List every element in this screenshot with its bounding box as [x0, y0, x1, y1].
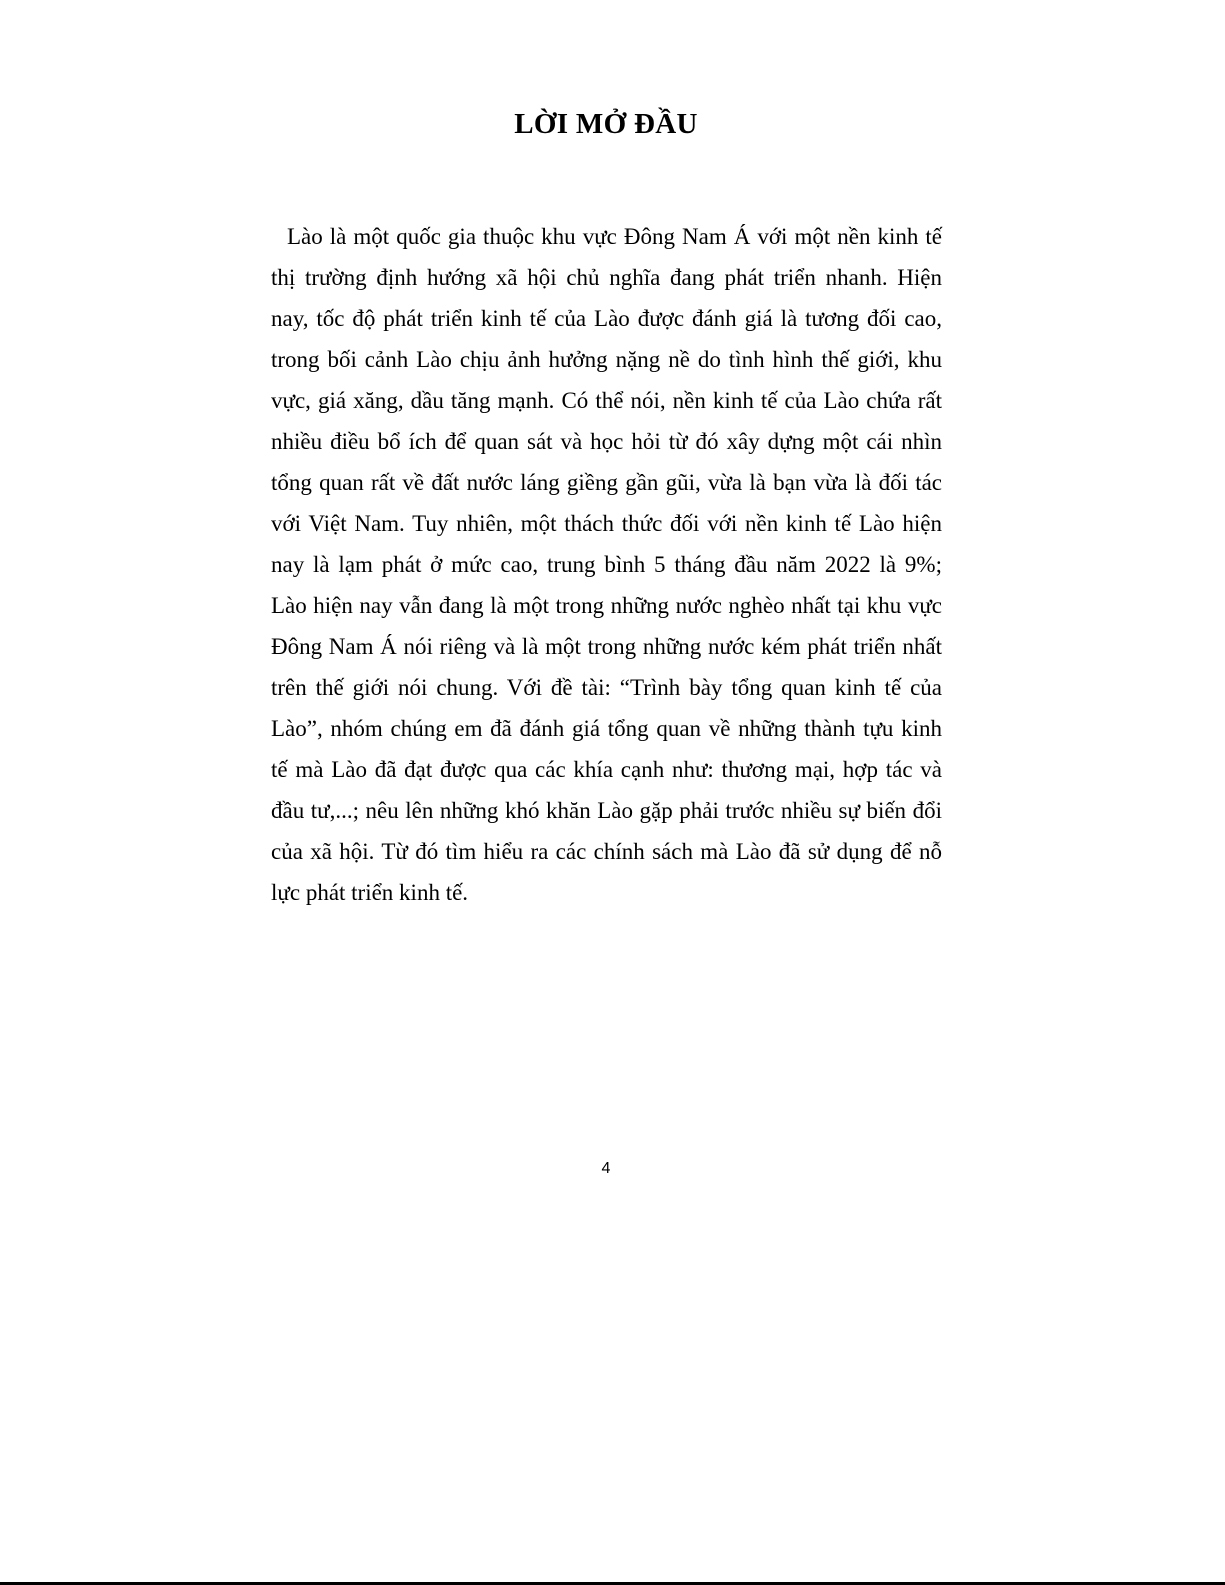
paragraph-line: Lào hiện nay vẫn đang là một trong những nước nghèo nhất tại khu vực: [271, 593, 942, 618]
paragraph-line: nhiều điều bổ ích để quan sát và học hỏi từ đó xây dựng một cái nhìn: [271, 429, 942, 454]
intro-paragraph: [271, 216, 942, 913]
paragraph-line: với Việt Nam. Tuy nhiên, một thách thức đối với nền kinh tế Lào hiện: [271, 511, 942, 536]
paragraph-line: tế mà Lào đã đạt được qua các khía cạnh như: thương mại, hợp tác và: [271, 757, 942, 782]
page-number: 4: [601, 1160, 611, 1177]
paragraph-line: trên thế giới nói chung. Với đề tài: “Trình bày tổng quan kinh tế của: [271, 675, 942, 700]
paragraph-line: trong bối cảnh Lào chịu ảnh hưởng nặng nề do tình hình thế giới, khu: [271, 347, 942, 372]
paragraph-line: nay là lạm phát ở mức cao, trung bình 5 tháng đầu năm 2022 là 9%;: [271, 552, 942, 577]
paragraph-line: Lào là một quốc gia thuộc khu vực Đông Nam Á với một nền kinh tế: [287, 224, 942, 249]
paragraph-line: vực, giá xăng, dầu tăng mạnh. Có thể nói, nền kinh tế của Lào chứa rất: [271, 388, 942, 413]
paragraph-line: lực phát triển kinh tế.: [271, 880, 469, 905]
paragraph-line: đầu tư,...; nêu lên những khó khăn Lào gặp phải trước nhiều sự biến đổi: [271, 798, 942, 823]
paragraph-line: thị trường định hướng xã hội chủ nghĩa đang phát triển nhanh. Hiện: [271, 265, 942, 290]
paragraph-line: Đông Nam Á nói riêng và là một trong những nước kém phát triển nhất: [271, 634, 942, 659]
paragraph-line: tổng quan rất về đất nước láng giềng gần gũi, vừa là bạn vừa là đối tác: [271, 470, 942, 495]
paragraph-line: của xã hội. Từ đó tìm hiểu ra các chính sách mà Lào đã sử dụng để nỗ: [271, 839, 942, 864]
page-title: LỜI MỞ ĐẦU: [514, 108, 698, 140]
paragraph-line: nay, tốc độ phát triển kinh tế của Lào được đánh giá là tương đối cao,: [271, 306, 942, 331]
paragraph-line: Lào”, nhóm chúng em đã đánh giá tổng quan về những thành tựu kinh: [271, 716, 942, 741]
